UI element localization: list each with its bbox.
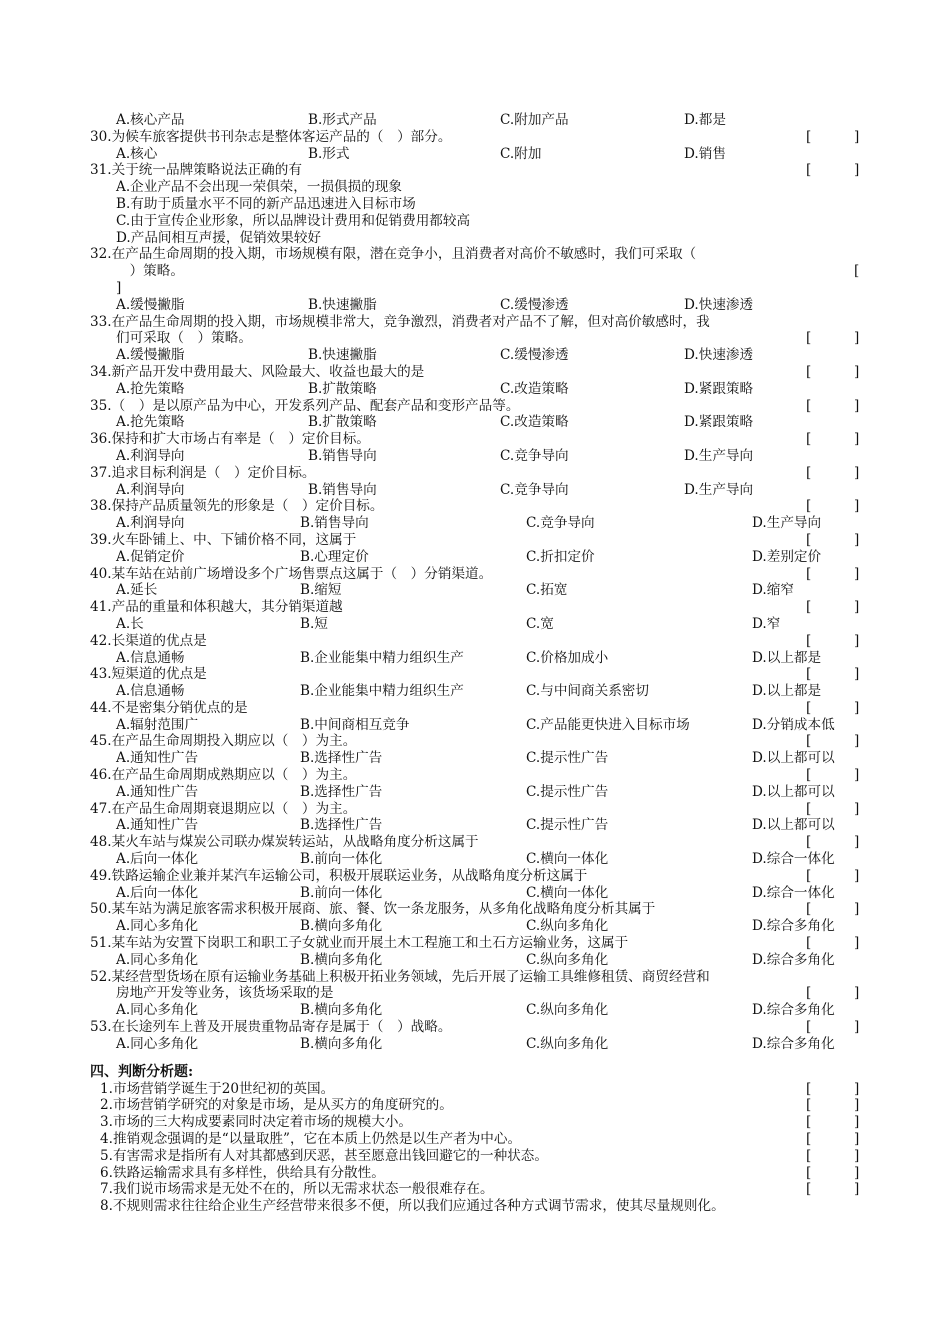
question-stem: 43.短渠道的优点是 <box>90 666 207 683</box>
option-a: A.同心多角化 <box>116 1035 199 1052</box>
answer-bracket-close: ] <box>854 397 860 414</box>
question-line <box>90 1019 860 1036</box>
option-c: C.折扣定价 <box>526 548 595 565</box>
question-stem: 40.某车站在站前广场增设多个广场售票点这属于（ ）分销渠道。 <box>90 565 493 582</box>
question-stem: 42.长渠道的优点是 <box>90 632 207 649</box>
answer-bracket-close: ] <box>854 1164 860 1181</box>
question-stem: 41.产品的重量和体积越大，其分销渠道越 <box>90 599 343 616</box>
answer-bracket-open: [ <box>806 767 812 784</box>
question-stem: 45.在产品生命周期投入期应以（ ）为主。 <box>90 733 357 750</box>
answer-bracket-close: ] <box>854 800 860 817</box>
option-c: C.纵向多角化 <box>526 1002 609 1019</box>
judgement-item <box>90 1114 860 1131</box>
option-row <box>90 784 860 801</box>
option-row <box>90 750 860 767</box>
option-row <box>90 515 860 532</box>
judgement-text: 6.铁路运输需求具有多样性，供给具有分散性。 <box>100 1164 385 1181</box>
option-d: D.以上都可以 <box>752 750 835 767</box>
question-line <box>90 985 860 1002</box>
answer-bracket-close: ] <box>854 1114 860 1131</box>
answer-bracket-open: [ <box>806 464 812 481</box>
option-b: B.缩短 <box>300 582 342 599</box>
answer-bracket-open: [ <box>806 1114 812 1131</box>
option-c: C.提示性广告 <box>526 750 609 767</box>
question-continuation: ）策略。 <box>116 263 184 280</box>
question-line <box>90 196 860 213</box>
question-line <box>90 700 860 717</box>
option-c: C.竞争导向 <box>500 447 569 464</box>
option-d: D.以上都可以 <box>752 783 835 800</box>
question-line <box>90 263 860 280</box>
judgement-item <box>90 1181 860 1198</box>
answer-bracket-open: [ <box>806 162 812 179</box>
option-d: D.综合多角化 <box>752 1002 835 1019</box>
question-line <box>90 129 860 146</box>
answer-bracket-open: [ <box>806 330 812 347</box>
question-stem: 34.新产品开发中费用最大、风险最大、收益也最大的是 <box>90 363 425 380</box>
question-stem: 47.在产品生命周期衰退期应以（ ）为主。 <box>90 800 357 817</box>
option-a: A.信息通畅 <box>116 683 185 700</box>
question-stem: 46.在产品生命周期成熟期应以（ ）为主。 <box>90 767 357 784</box>
answer-bracket-open: [ <box>806 699 812 716</box>
option-c: C.横向一体化 <box>526 884 609 901</box>
answer-bracket-close: ] <box>854 1181 860 1198</box>
answer-bracket-open: [ <box>806 632 812 649</box>
question-line <box>90 666 860 683</box>
option-b: B.选择性广告 <box>300 817 383 834</box>
option-a: A.缓慢撇脂 <box>116 296 185 313</box>
option-a: A.同心多角化 <box>116 951 199 968</box>
question-line <box>90 733 860 750</box>
answer-bracket-open: [ <box>806 498 812 515</box>
question-stem: 35.（ ）是以原产品为中心，开发系列产品、配套产品和变形产品等。 <box>90 397 520 414</box>
answer-bracket-close: ] <box>854 565 860 582</box>
option-d: D.综合多角化 <box>752 951 835 968</box>
question-line <box>90 280 860 297</box>
option-d: D.生产导向 <box>684 481 754 498</box>
option-c: C.价格加成小 <box>526 649 609 666</box>
question-stem: 44.不是密集分销优点的是 <box>90 699 248 716</box>
option-d: D.紧跟策略 <box>684 414 754 431</box>
question-line <box>90 801 860 818</box>
option-b: B.选择性广告 <box>300 783 383 800</box>
option-d: D.生产导向 <box>752 515 822 532</box>
option-row <box>90 918 860 935</box>
answer-bracket-close: ] <box>854 1147 860 1164</box>
option-b: B.快速撇脂 <box>308 347 377 364</box>
option-b: B.销售导向 <box>300 515 369 532</box>
option-b: B.快速撇脂 <box>308 296 377 313</box>
question-stem: 33.在产品生命周期的投入期，市场规模非常大，竞争激烈，消费者对产品不了解，但对高价敏感时，我 <box>90 313 710 330</box>
option-d: D.快速渗透 <box>684 347 754 364</box>
option-d: D.缩窄 <box>752 582 794 599</box>
option-c: C.纵向多角化 <box>526 918 609 935</box>
question-line <box>90 162 860 179</box>
option-a: A.核心产品 <box>116 112 185 128</box>
answer-bracket-close: ] <box>854 128 860 145</box>
option-row <box>90 482 860 499</box>
option-c: C.提示性广告 <box>526 817 609 834</box>
option-b: B.销售导向 <box>308 447 377 464</box>
option-row <box>90 112 860 129</box>
judgement-item <box>90 1131 860 1148</box>
option-a: A.促销定价 <box>116 548 185 565</box>
option-b: B.选择性广告 <box>300 750 383 767</box>
judgement-item <box>90 1148 860 1165</box>
answer-bracket-open: [ <box>806 867 812 884</box>
option-d: D.窄 <box>752 615 781 632</box>
option-b: B.扩散策略 <box>308 380 377 397</box>
answer-bracket-open: [ <box>806 800 812 817</box>
option-row <box>90 146 860 163</box>
answer-bracket-close: ] <box>854 1019 860 1036</box>
option-a: A.后向一体化 <box>116 851 199 868</box>
question-line <box>90 398 860 415</box>
option-c: C.横向一体化 <box>526 851 609 868</box>
question-continuation: 们可采取（ ）策略。 <box>116 330 252 347</box>
answer-bracket-open: [ <box>806 397 812 414</box>
question-stem: 38.保持产品质量领先的形象是（ ）定价目标。 <box>90 498 384 515</box>
option-b: B.横向多角化 <box>300 1035 383 1052</box>
option-c: C.缓慢渗透 <box>500 296 569 313</box>
answer-bracket-close: ] <box>854 330 860 347</box>
answer-bracket-open: [ <box>806 1080 812 1097</box>
answer-bracket-open: [ <box>806 565 812 582</box>
option-d: D.紧跟策略 <box>684 380 754 397</box>
option-row <box>90 683 860 700</box>
option-row <box>90 885 860 902</box>
option-c: C.附加 <box>500 145 542 162</box>
question-line <box>90 246 860 263</box>
option-a: A.同心多角化 <box>116 1002 199 1019</box>
option-b: B.企业能集中精力组织生产 <box>300 683 464 700</box>
option-row <box>90 851 860 868</box>
question-line <box>90 868 860 885</box>
answer-bracket-open: [ <box>806 1164 812 1181</box>
option-b: B.横向多角化 <box>300 951 383 968</box>
answer-bracket-close: ] <box>854 1097 860 1114</box>
option-b: B.横向多角化 <box>300 918 383 935</box>
option-c: C.竞争导向 <box>526 515 595 532</box>
option-c: C.纵向多角化 <box>526 1035 609 1052</box>
option-d: D.综合一体化 <box>752 884 835 901</box>
option-a: A.利润导向 <box>116 447 185 464</box>
judgement-text: 7.我们说市场需求是无处不在的，所以无需求状态一般很难存在。 <box>100 1181 494 1198</box>
question-line <box>90 767 860 784</box>
question-line <box>90 969 860 986</box>
option-c: C.拓宽 <box>526 582 568 599</box>
option-a: A.抢先策略 <box>116 414 185 431</box>
question-line <box>90 230 860 247</box>
option-a: A.延长 <box>116 582 158 599</box>
answer-bracket-close: ] <box>854 363 860 380</box>
question-line <box>90 532 860 549</box>
answer-bracket-close: ] <box>854 733 860 750</box>
option-a: A.信息通畅 <box>116 649 185 666</box>
option-c: C.与中间商关系密切 <box>526 683 649 700</box>
answer-bracket-close: ] <box>854 531 860 548</box>
answer-bracket-open: [ <box>806 666 812 683</box>
answer-bracket-open: [ <box>806 363 812 380</box>
option-row <box>90 297 860 314</box>
option-c: C.宽 <box>526 615 554 632</box>
option-b: B.中间商相互竞争 <box>300 716 410 733</box>
option-d: D.以上都是 <box>752 649 822 666</box>
option-row <box>90 549 860 566</box>
option-a: A.抢先策略 <box>116 380 185 397</box>
answer-bracket-open: [ <box>806 901 812 918</box>
option-b: B.横向多角化 <box>300 1002 383 1019</box>
option-d: D.综合多角化 <box>752 1035 835 1052</box>
option-b: B.心理定价 <box>300 548 369 565</box>
option-a: A.同心多角化 <box>116 918 199 935</box>
question-stem: 36.保持和扩大市场占有率是（ ）定价目标。 <box>90 431 370 448</box>
question-continuation: ] <box>116 279 122 296</box>
question-stem: 49.铁路运输企业兼并某汽车运输公司，积极开展联运业务，从战略角度分析这属于 <box>90 867 588 884</box>
option-c: C.提示性广告 <box>526 783 609 800</box>
option-c: C.改造策略 <box>500 380 569 397</box>
question-line <box>90 179 860 196</box>
judgement-item <box>90 1198 860 1215</box>
option-a: A.长 <box>116 615 144 632</box>
option-a: A.利润导向 <box>116 515 185 532</box>
answer-bracket-close: ] <box>854 498 860 515</box>
option-a: A.通知性广告 <box>116 817 199 834</box>
judgement-text: 1.市场营销学诞生于20世纪初的英国。 <box>100 1080 335 1097</box>
question-line <box>90 566 860 583</box>
option-b: B.销售导向 <box>308 481 377 498</box>
question-line <box>90 901 860 918</box>
document-body <box>90 112 860 1215</box>
judgement-text: 5.有害需求是指所有人对其都感到厌恶，甚至愿意出钱回避它的一种状态。 <box>100 1147 548 1164</box>
option-row <box>90 1002 860 1019</box>
option-c: C.附加产品 <box>500 112 569 128</box>
judgement-item <box>90 1097 860 1114</box>
question-stem: 50.某车站为满足旅客需求积极开展商、旅、餐、饮一条龙服务，从多角化战略角度分析其属于 <box>90 901 656 918</box>
option-a: A.核心 <box>116 145 158 162</box>
question-line <box>90 498 860 515</box>
answer-bracket-open: [ <box>806 834 812 851</box>
answer-bracket-open: [ <box>806 1181 812 1198</box>
answer-bracket-open: [ <box>806 599 812 616</box>
option-d: D.差别定价 <box>752 548 822 565</box>
judgement-text: 3.市场的三大构成要素同时决定着市场的规模大小。 <box>100 1114 413 1131</box>
option-row <box>90 616 860 633</box>
question-stem: 30.为候车旅客提供书刊杂志是整体客运产品的（ ）部分。 <box>90 128 452 145</box>
option-a: A.缓慢撇脂 <box>116 347 185 364</box>
option-row <box>90 717 860 734</box>
option-a: A.后向一体化 <box>116 884 199 901</box>
option-d: D.综合一体化 <box>752 851 835 868</box>
judgement-item <box>90 1165 860 1182</box>
answer-bracket-close: ] <box>854 767 860 784</box>
option-b: B.企业能集中精力组织生产 <box>300 649 464 666</box>
option-c: C.竞争导向 <box>500 481 569 498</box>
question-line <box>90 364 860 381</box>
option-c: C.纵向多角化 <box>526 951 609 968</box>
option-d: D.综合多角化 <box>752 918 835 935</box>
answer-bracket-close: ] <box>854 632 860 649</box>
answer-bracket-close: ] <box>854 431 860 448</box>
option-b: B.扩散策略 <box>308 414 377 431</box>
question-stem: 31.关于统一品牌策略说法正确的有 <box>90 162 302 179</box>
question-continuation: B.有助于质量水平不同的新产品迅速进入目标市场 <box>116 195 416 212</box>
option-a: A.利润导向 <box>116 481 185 498</box>
option-c: C.缓慢渗透 <box>500 347 569 364</box>
option-d: D.以上都可以 <box>752 817 835 834</box>
option-row <box>90 381 860 398</box>
question-line <box>90 599 860 616</box>
option-c: C.产品能更快进入目标市场 <box>526 716 690 733</box>
option-row <box>90 414 860 431</box>
answer-bracket-open: [ <box>806 985 812 1002</box>
question-stem: 37.追求目标利润是（ ）定价目标。 <box>90 464 316 481</box>
option-d: D.以上都是 <box>752 683 822 700</box>
question-line <box>90 465 860 482</box>
option-b: B.前向一体化 <box>300 851 383 868</box>
option-row <box>90 582 860 599</box>
option-row <box>90 952 860 969</box>
answer-bracket-open: [ <box>854 263 860 280</box>
answer-bracket-close: ] <box>854 834 860 851</box>
answer-bracket-close: ] <box>854 985 860 1002</box>
answer-bracket-open: [ <box>806 733 812 750</box>
option-b: B.短 <box>300 615 328 632</box>
answer-bracket-close: ] <box>854 867 860 884</box>
option-row <box>90 817 860 834</box>
option-a: A.辐射范围广 <box>116 716 199 733</box>
answer-bracket-open: [ <box>806 531 812 548</box>
option-b: B.形式产品 <box>308 112 377 128</box>
option-d: D.分销成本低 <box>752 716 835 733</box>
answer-bracket-open: [ <box>806 1019 812 1036</box>
option-d: D.销售 <box>684 145 726 162</box>
answer-bracket-open: [ <box>806 1097 812 1114</box>
option-d: D.快速渗透 <box>684 296 754 313</box>
answer-bracket-close: ] <box>854 1080 860 1097</box>
section-title: 四、判断分析题: <box>90 1063 194 1080</box>
answer-bracket-close: ] <box>854 935 860 952</box>
question-stem: 51.某车站为安置下岗职工和职工子女就业而开展土木工程施工和土石方运输业务，这属于 <box>90 935 629 952</box>
option-row <box>90 347 860 364</box>
option-a: A.通知性广告 <box>116 750 199 767</box>
judgement-text: 8.不规则需求往往给企业生产经营带来很多不便，所以我们应通过各种方式调节需求，使其尽量规则化。 <box>100 1198 725 1215</box>
question-continuation: 房地产开发等业务，该货场采取的是 <box>116 985 334 1002</box>
question-stem: 52.某经营型货场在原有运输业务基础上积极开拓业务领域，先后开展了运输工具维修租赁、商贸经营和 <box>90 968 710 985</box>
question-stem: 39.火车卧铺上、中、下铺价格不同，这属于 <box>90 531 357 548</box>
answer-bracket-close: ] <box>854 699 860 716</box>
option-c: C.改造策略 <box>500 414 569 431</box>
question-line <box>90 935 860 952</box>
question-stem: 48.某火车站与煤炭公司联办煤炭转运站，从战略角度分析这属于 <box>90 834 479 851</box>
answer-bracket-close: ] <box>854 162 860 179</box>
option-d: D.都是 <box>684 112 726 128</box>
answer-bracket-open: [ <box>806 431 812 448</box>
answer-bracket-close: ] <box>854 901 860 918</box>
answer-bracket-close: ] <box>854 464 860 481</box>
option-row <box>90 448 860 465</box>
question-line <box>90 213 860 230</box>
question-line <box>90 330 860 347</box>
judgement-text: 4.推销观念强调的是“以量取胜”，它在本质上仍然是以生产者为中心。 <box>100 1131 522 1148</box>
question-stem: 53.在长途列车上普及开展贵重物品寄存是属于（ ）战略。 <box>90 1019 452 1036</box>
question-line <box>90 314 860 331</box>
judgement-text: 2.市场营销学研究的对象是市场，是从买方的角度研究的。 <box>100 1097 453 1114</box>
question-line <box>90 633 860 650</box>
answer-bracket-close: ] <box>854 1131 860 1148</box>
option-row <box>90 1036 860 1053</box>
answer-bracket-open: [ <box>806 1147 812 1164</box>
option-a: A.通知性广告 <box>116 783 199 800</box>
question-continuation: A.企业产品不会出现一荣俱荣，一损俱损的现象 <box>116 179 403 196</box>
answer-bracket-close: ] <box>854 599 860 616</box>
option-b: B.形式 <box>308 145 350 162</box>
answer-bracket-open: [ <box>806 1131 812 1148</box>
answer-bracket-open: [ <box>806 128 812 145</box>
option-row <box>90 650 860 667</box>
option-d: D.生产导向 <box>684 447 754 464</box>
question-continuation: C.由于宣传企业形象，所以品牌设计费用和促销费用都较高 <box>116 212 471 229</box>
answer-bracket-open: [ <box>806 935 812 952</box>
question-line <box>90 431 860 448</box>
question-line <box>90 834 860 851</box>
answer-bracket-close: ] <box>854 666 860 683</box>
question-continuation: D.产品间相互声援，促销效果较好 <box>116 229 322 246</box>
judgement-item <box>90 1081 860 1098</box>
option-b: B.前向一体化 <box>300 884 383 901</box>
question-stem: 32.在产品生命周期的投入期，市场规模有限，潜在竞争小，且消费者对高价不敏感时，我们可采取（ <box>90 246 697 263</box>
